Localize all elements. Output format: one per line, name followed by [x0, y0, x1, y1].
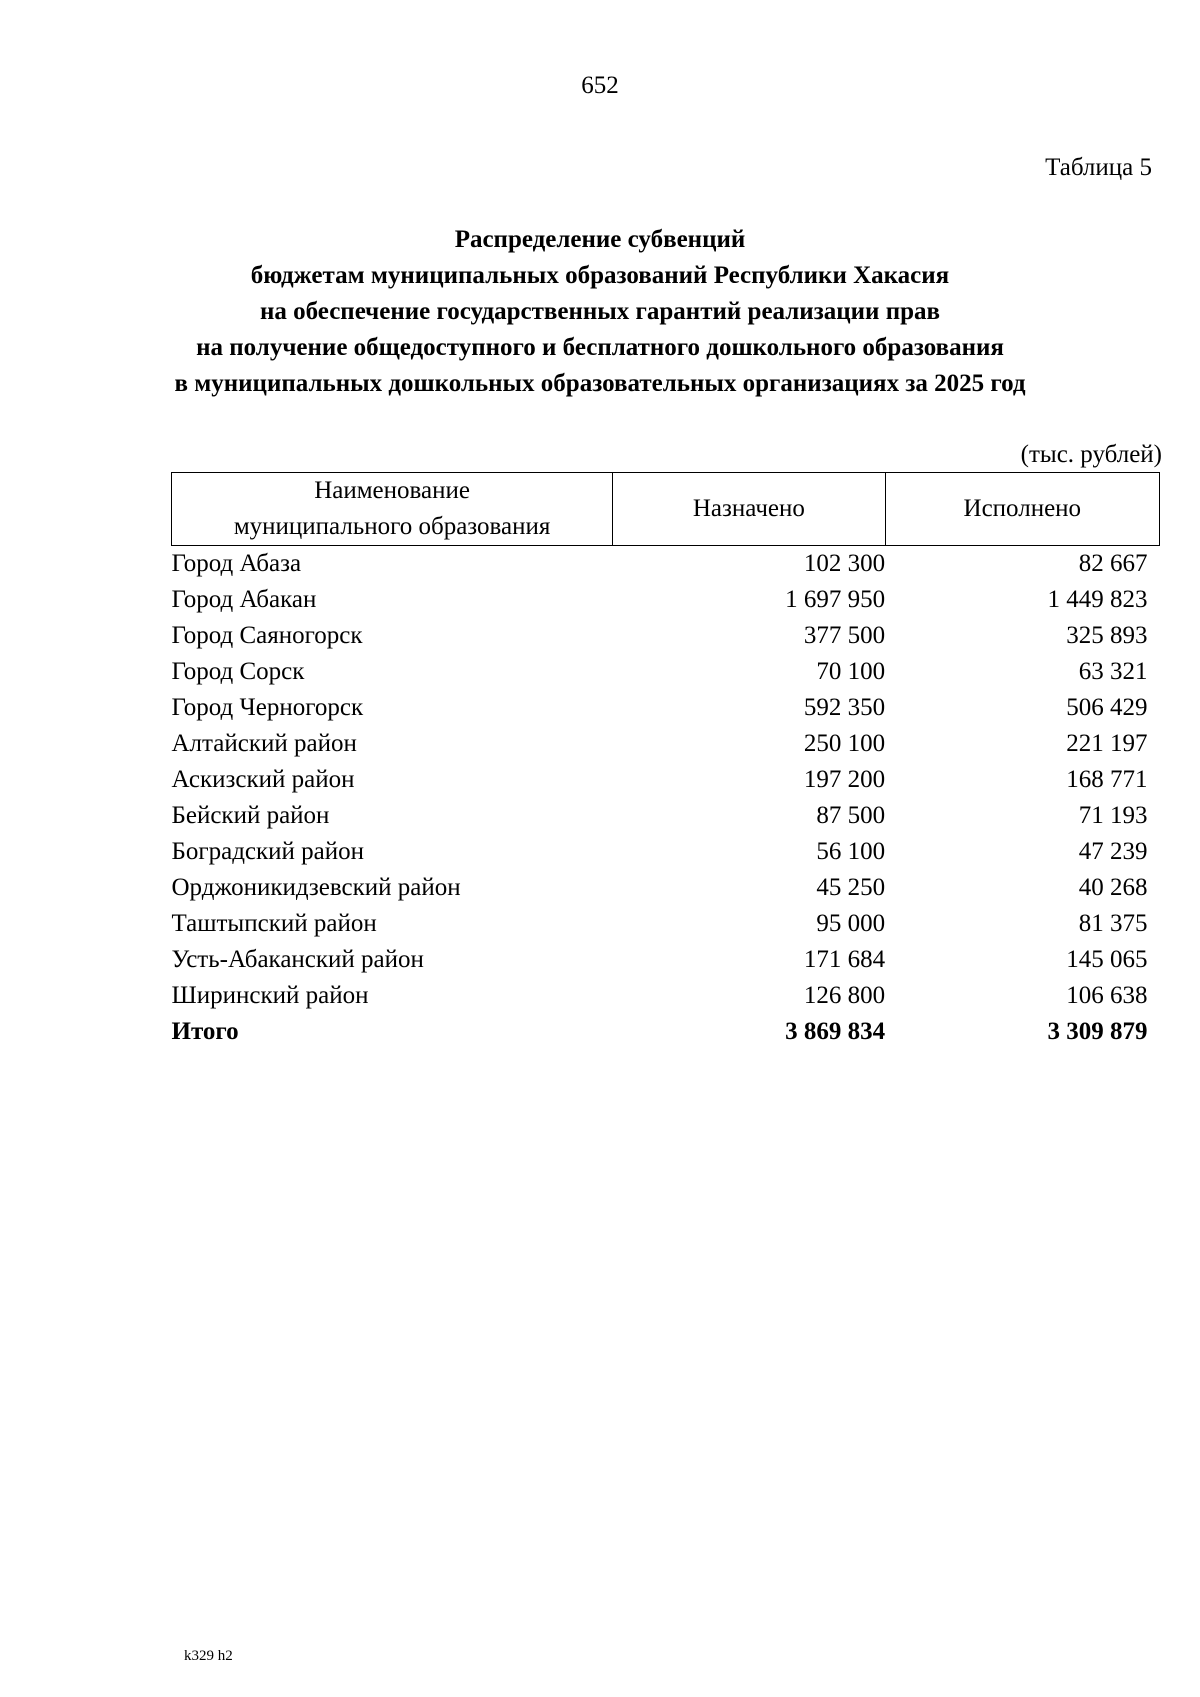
row-executed: 106 638: [1066, 982, 1148, 1009]
row-assigned: 377 500: [803, 622, 886, 649]
row-assigned: 70 100: [816, 658, 886, 685]
row-name: Город Черногорск: [171, 694, 364, 721]
row-name: Аскизский район: [171, 766, 355, 793]
row-assigned: 95 000: [816, 910, 886, 937]
table-row: [172, 546, 1160, 583]
title-line: на обеспечение государственных гарантий реализации прав: [259, 298, 941, 325]
row-executed: 168 771: [1066, 766, 1148, 793]
row-executed: 221 197: [1066, 730, 1148, 757]
row-assigned: 197 200: [803, 766, 886, 793]
table-header-row: [172, 473, 1160, 546]
row-executed: 82 667: [1078, 550, 1148, 577]
row-executed: 1 449 823: [1047, 586, 1148, 613]
row-assigned: 87 500: [816, 802, 886, 829]
row-assigned: 592 350: [803, 694, 886, 721]
row-assigned: 102 300: [803, 550, 886, 577]
table-row: [172, 834, 1160, 870]
row-name: Бейский район: [171, 802, 330, 829]
table-row: [172, 582, 1160, 618]
footer-code: k329 h2: [184, 1648, 233, 1664]
row-executed: 40 268: [1078, 874, 1148, 901]
row-executed: 325 893: [1066, 622, 1148, 649]
table-row: [172, 942, 1160, 978]
row-assigned: 1 697 950: [785, 586, 886, 613]
row-executed: 71 193: [1078, 802, 1148, 829]
subsidy-table: [171, 472, 1160, 1050]
title-line: Распределение субвенций: [454, 226, 746, 253]
row-name: Усть-Абаканский район: [171, 946, 424, 973]
table-row: [172, 690, 1160, 726]
table-total-row: [172, 1014, 1160, 1050]
row-executed: 81 375: [1078, 910, 1148, 937]
row-name: Город Саяногорск: [171, 622, 363, 649]
table-row: [172, 762, 1160, 798]
row-name: Город Абаза: [171, 550, 302, 577]
row-executed: 63 321: [1078, 658, 1148, 685]
table-row: [172, 726, 1160, 762]
header-name-line2: муниципального образования: [233, 513, 551, 540]
row-name: Орджоникидзевский район: [171, 874, 461, 901]
row-executed: 145 065: [1066, 946, 1148, 973]
title-line: бюджетам муниципальных образований Республики Хакасия: [250, 262, 950, 289]
table-row: [172, 906, 1160, 942]
row-name: Город Сорск: [171, 658, 305, 685]
header-name-line1: Наименование: [314, 477, 470, 504]
row-assigned: 56 100: [816, 838, 886, 865]
row-assigned: 45 250: [816, 874, 886, 901]
row-assigned: 126 800: [803, 982, 886, 1009]
total-name: Итого: [171, 1018, 239, 1045]
row-name: Ширинский район: [171, 982, 369, 1009]
title-line: в муниципальных дошкольных образовательных организациях за 2025 год: [174, 370, 1026, 397]
document-title: [0, 222, 1200, 402]
row-assigned: 171 684: [803, 946, 886, 973]
table-row: [172, 654, 1160, 690]
row-executed: 506 429: [1066, 694, 1148, 721]
row-name: Таштыпский район: [171, 910, 377, 937]
row-executed: 47 239: [1078, 838, 1148, 865]
table-row: [172, 798, 1160, 834]
table-label: Таблица 5: [1045, 154, 1152, 181]
table-row: [172, 618, 1160, 654]
row-name: Алтайский район: [171, 730, 357, 757]
table-row: [172, 978, 1160, 1014]
table-row: [172, 870, 1160, 906]
page-number: 652: [581, 72, 619, 99]
title-line: на получение общедоступного и бесплатного дошкольного образования: [196, 334, 1004, 361]
total-executed: 3 309 879: [1047, 1018, 1148, 1045]
row-name: Боградский район: [171, 838, 365, 865]
header-name: [172, 473, 613, 546]
header-executed: Исполнено: [885, 473, 1159, 546]
total-assigned: 3 869 834: [785, 1018, 886, 1045]
header-assigned: Назначено: [613, 473, 885, 546]
row-assigned: 250 100: [803, 730, 886, 757]
row-name: Город Абакан: [171, 586, 317, 613]
units-note: (тыс. рублей): [1020, 441, 1162, 468]
